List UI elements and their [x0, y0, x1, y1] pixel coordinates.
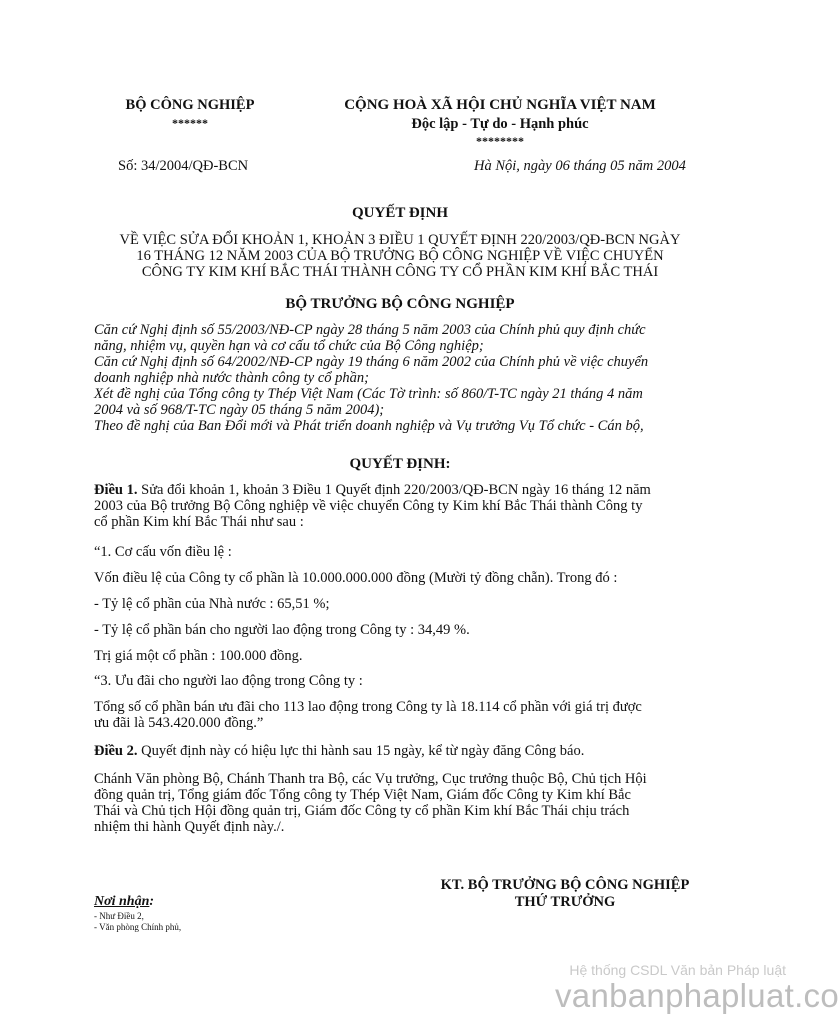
execution-clause — [94, 771, 734, 835]
issuing-authority: BỘ TRƯỞNG BỘ CÔNG NGHIỆP — [285, 296, 515, 312]
signature-position: THỨ TRƯỞNG — [514, 894, 616, 910]
recipient-item: - Văn phòng Chính phủ, — [94, 922, 182, 932]
ministry-name: BỘ CÔNG NGHIỆP — [125, 97, 255, 113]
place-date: Hà Nội, ngày 06 tháng 05 năm 2004 — [474, 158, 686, 174]
article-1 — [94, 482, 734, 530]
document-title: QUYẾT ĐỊNH — [352, 205, 448, 221]
article-2-text: Quyết định này có hiệu lực thi hành sau 15 ngày, kể từ ngày đăng Công báo. — [137, 743, 585, 759]
recipients-list — [94, 911, 181, 933]
execution-line: đồng quản trị, Tổng giám đốc Tổng công ty Thép Việt Nam, Giám đốc Công ty Kim khí Bắc — [94, 787, 631, 803]
employee-share-ratio: - Tỷ lệ cổ phần bán cho người lao động trong Công ty : 34,49 %. — [94, 622, 470, 638]
decision-heading: QUYẾT ĐỊNH: — [349, 456, 451, 472]
charter-capital: Vốn điều lệ của Công ty cổ phần là 10.000.000.000 đồng (Mười tỷ đồng chẵn). Trong đó : — [94, 570, 618, 586]
recipients-label-text: Nơi nhận — [94, 894, 150, 909]
recipient-item: - Như Điều 2, — [94, 911, 144, 921]
watermark-line-1: Hệ thống CSDL Văn bản Pháp luật — [569, 962, 786, 978]
article-1-text: Sửa đổi khoản 1, khoản 3 Điều 1 Quyết định 220/2003/QĐ-BCN ngày 16 tháng 12 năm — [137, 482, 651, 498]
execution-line: Chánh Văn phòng Bộ, Chánh Thanh tra Bộ, các Vụ trưởng, Cục trưởng thuộc Bộ, Chủ tịch Hội — [94, 771, 647, 787]
incentive-line: Tổng số cổ phần bán ưu đãi cho 113 lao động trong Công ty là 18.114 cổ phần với giá trị được — [94, 699, 642, 715]
article-1-text: 2003 của Bộ trưởng Bộ Công nghiệp về việc chuyển Công ty Kim khí Bắc Thái thành Công ty — [94, 498, 643, 514]
preamble-line: 2004 và số 968/T-TC ngày 05 tháng 5 năm 2004); — [94, 402, 385, 418]
preamble — [94, 322, 734, 434]
subject-line: CÔNG TY KIM KHÍ BẮC THÁI THÀNH CÔNG TY CỔ PHẦN KIM KHÍ BẮC THÁI — [141, 264, 659, 280]
motto-stars: ******** — [476, 134, 524, 148]
national-motto: Độc lập - Tự do - Hạnh phúc — [411, 116, 589, 132]
share-value: Trị giá một cổ phần : 100.000 đồng. — [94, 648, 303, 664]
article-1-text: cổ phần Kim khí Bắc Thái như sau : — [94, 514, 304, 530]
subject-line: 16 THÁNG 12 NĂM 2003 CỦA BỘ TRƯỞNG BỘ CÔNG NGHIỆP VỀ VIỆC CHUYỂN — [136, 248, 664, 264]
employee-incentive — [94, 699, 734, 731]
article-1-label: Điều 1. — [94, 482, 138, 498]
ministry-stars: ****** — [172, 116, 208, 130]
country-name: CỘNG HOÀ XÃ HỘI CHỦ NGHĨA VIỆT NAM — [344, 97, 656, 113]
subject-line: VỀ VIỆC SỬA ĐỔI KHOẢN 1, KHOẢN 3 ĐIỀU 1 QUYẾT ĐỊNH 220/2003/QĐ-BCN NGÀY — [119, 232, 681, 248]
preamble-line: Theo đề nghị của Ban Đổi mới và Phát triển doanh nghiệp và Vụ trưởng Vụ Tổ chức - Cán bộ, — [94, 418, 644, 434]
execution-line: Thái và Chủ tịch Hội đồng quản trị, Giám đốc Công ty cổ phần Kim khí Bắc Thái chịu trách — [94, 803, 630, 819]
preamble-line: Xét đề nghị của Tổng công ty Thép Việt Nam (Các Tờ trình: số 860/T-TC ngày 21 tháng 4 năm — [94, 386, 643, 402]
preamble-line: Căn cứ Nghị định số 55/2003/NĐ-CP ngày 28 tháng 5 năm 2003 của Chính phủ quy định chức — [94, 322, 646, 338]
incentive-line: ưu đãi là 543.420.000 đồng.” — [94, 715, 264, 731]
signature-title: KT. BỘ TRƯỞNG BỘ CÔNG NGHIỆP — [440, 877, 690, 893]
preamble-line: Căn cứ Nghị định số 64/2002/NĐ-CP ngày 19 tháng 6 năm 2002 của Chính phủ về việc chuyển — [94, 354, 649, 370]
execution-line: nhiệm thi hành Quyết định này./. — [94, 819, 285, 835]
recipients-colon: : — [149, 894, 155, 909]
article-2-label: Điều 2. — [94, 743, 138, 759]
preamble-line: năng, nhiệm vụ, quyền hạn và cơ cấu tổ chức của Bộ Công nghiệp; — [94, 338, 484, 354]
document-subject — [0, 232, 800, 280]
state-share-ratio: - Tỷ lệ cổ phần của Nhà nước : 65,51 %; — [94, 596, 330, 612]
preamble-line: doanh nghiệp nhà nước thành công ty cổ phần; — [94, 370, 369, 386]
article-2 — [94, 743, 584, 759]
clause-3-heading: “3. Ưu đãi cho người lao động trong Công ty : — [94, 673, 363, 689]
document-number: Số: 34/2004/QĐ-BCN — [118, 158, 249, 174]
watermark-domain: vanbanphapluat.co — [555, 977, 839, 1014]
clause-1-heading: “1. Cơ cấu vốn điều lệ : — [94, 544, 232, 560]
recipients-label — [94, 894, 154, 910]
